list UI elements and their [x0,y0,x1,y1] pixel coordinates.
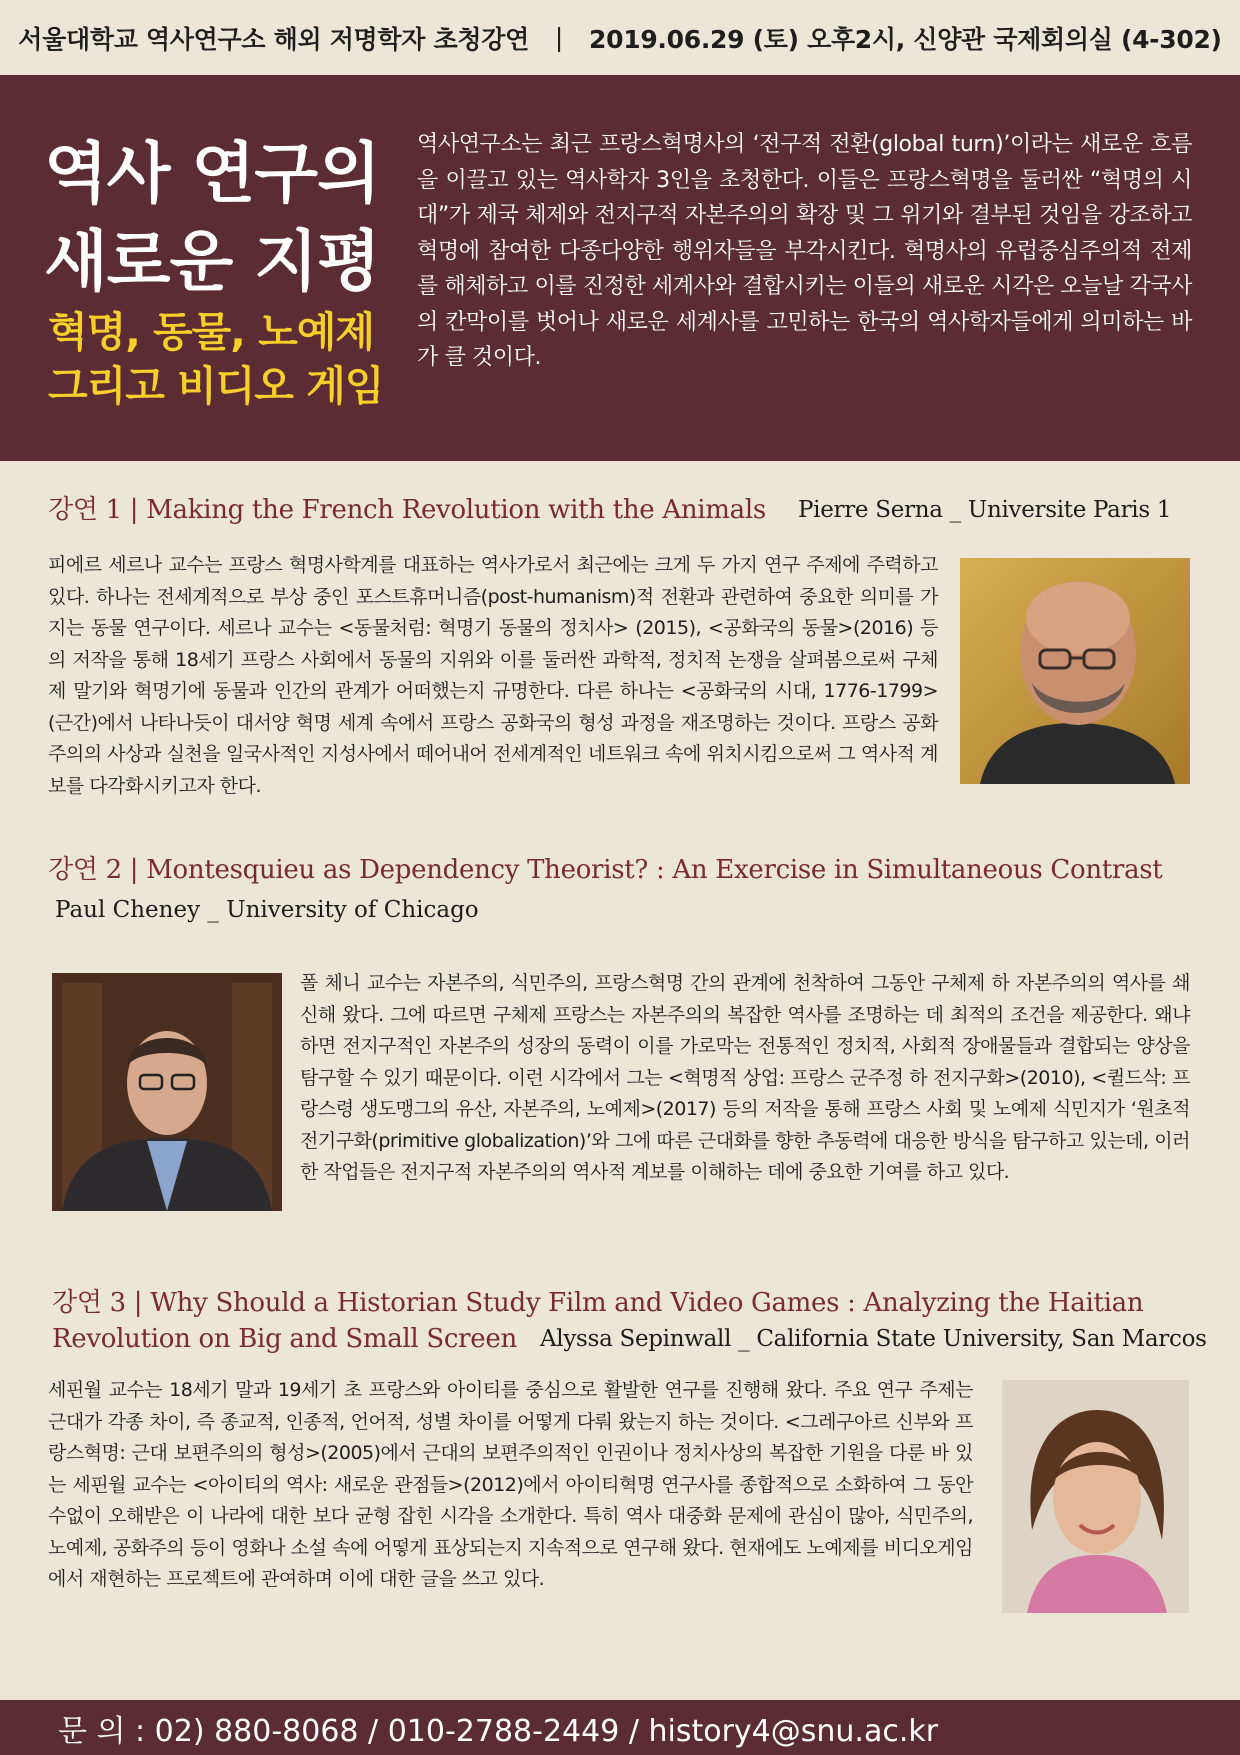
event-header-bar [0,0,1240,75]
title-line-2: 새로운 지평 [44,223,380,300]
talk-2-speaker: Paul Cheney _ University of Chicago [55,897,479,923]
portrait-man-glasses-icon [52,973,282,1211]
talk-1-speaker: Pierre Serna _ Universite Paris 1 [798,497,1172,523]
contact-info: 문 의 : 02) 880-8068 / 010-2788-2449 / history4@snu.ac.kr [58,1713,939,1749]
talk-3-speaker: Alyssa Sepinwall _ California State University, San Marcos [540,1326,1207,1352]
talk-2-title: 강연 2 | Montesquieu as Dependency Theorist? : An Exercise in Simultaneous Contrast [48,855,1163,885]
pierre-serna-photo [960,558,1190,784]
talk-3-title-line-1: 강연 3 | Why Should a Historian Study Film and Video Games : Analyzing the Haitian [52,1288,1144,1318]
talk-3-body: 세핀월 교수는 18세기 말과 19세기 초 프랑스와 아이티를 중심으로 활발한 연구를 진행해 왔다. 주요 연구 주제는 근대가 각종 차이, 즉 종교적, 인종적, 언어적, 성별 차이를 어떻게 다뤄 왔는지 하는 것이다. <그레구아르 신부와 프랑스혁명: 근대 보편주의의 형성>(2005)에서 근대의 보편주의적인 인권이나 정치사상의 복잡한 기원을 다룬 바 있는 세핀월 교수는 <아이티의 역사: 새로운 관점들>(2012)에서 아이티혁명 연구사를 종합적으로 소화하여 그 동안 수없이 오해받은 이 나라에 대한 보다 균형 잡힌 시각을 소개한다. 특히 역사 대중화 문제에 관심이 많아, 식민주의, 노예제, 공화주의 등이 영화나 소설 속에 어떻게 표상되는지 지속적으로 연구해 왔다. 현재에도 노예제를 비디오게임에서 재현하는 프로젝트에 관여하며 이에 대한 글을 쓰고 있다. [48,1379,973,1590]
talk-3-title-row-2 [52,1321,1212,1357]
subtitle-line-1: 혁명, 동물, 노예제 [48,308,374,356]
header-separator: | [554,23,564,52]
talk-1-title: 강연 1 | Making the French Revolution with the Animals [48,495,766,525]
talk-3-title-line-2: Revolution on Big and Small Screen [52,1324,517,1354]
contact-footer [0,1700,1240,1755]
portrait-woman-icon [1002,1380,1189,1613]
alyssa-sepinwall-photo [1002,1380,1189,1613]
talk-2-body: 폴 체니 교수는 자본주의, 식민주의, 프랑스혁명 간의 관계에 천착하여 그동안 구체제 하 자본주의의 역사를 쇄신해 왔다. 그에 따르면 구체제 프랑스는 자본주의의 복잡한 역사를 조명하는 데 최적의 조건을 제공한다. 왜냐하면 전지구적인 자본주의 성장의 동력이 이를 가로막는 전통적인 정치적, 사회적 장애물들과 결합되는 양상을 탐구할 수 있기 때문이다. 이런 시각에서 그는 <혁명적 상업: 프랑스 군주정 하 전지구화>(2010), <퀼드삭: 프랑스령 생도맹그의 유산, 자본주의, 노예제>(2017) 등의 저작을 통해 프랑스 사회 및 노예제 식민지가 ‘원초적 전기구화(primitive globalization)’와 그에 따른 근대화를 향한 추동력에 대응한 방식을 탐구하고 있는데, 이러한 작업들은 전지구적 자본주의의 역사적 계보를 이해하는 데에 중요한 기여를 하고 있다. [300,972,1190,1183]
title-line-1: 역사 연구의 [44,135,380,212]
subtitle-line-2: 그리고 비디오 게임 [48,362,384,410]
page-subtitle [48,305,408,413]
hero-description: 역사연구소는 최근 프랑스혁명사의 ‘전구적 전환(global turn)’이라는 새로운 흐름을 이끌고 있는 역사학자 3인을 초청한다. 이들은 프랑스혁명을 둘러싼 “혁명의 시대”가 제국 체제와 전지구적 자본주의의 확장 및 그 위기와 결부된 것임을 강조하고 혁명에 참여한 다종다양한 행위자들을 부각시킨다. 혁명사의 유럽중심주의적 전제를 해체하고 이를 진정한 세계사와 결합시키는 이들의 새로운 시각은 오늘날 각국사의 칸막이를 벗어나 새로운 세계사를 고민하는 한국의 역사학자들에게 의미하는 바가 클 것이다. [417,132,1192,370]
talk-1-heading-row [48,492,1208,528]
portrait-man-bald-icon [960,558,1190,784]
institute-line: 서울대학교 역사연구소 해외 저명학자 초청강연 [18,24,529,54]
paul-cheney-photo [52,973,282,1211]
talk-3-heading [52,1285,1212,1357]
event-info: 2019.06.29 (토) 오후2시, 신양관 국제회의실 (4-302) [589,24,1222,54]
page-title [44,130,404,306]
talk-1-body: 피에르 세르나 교수는 프랑스 혁명사학계를 대표하는 역사가로서 최근에는 크게 두 가지 연구 주제에 주력하고 있다. 하나는 전세계적으로 부상 중인 포스트휴머니즘(post-humanism)적 전환과 관련하여 중요한 의미를 가지는 동물 연구이다. 세르나 교수는 <동물처럼: 혁명기 동물의 정치사> (2015), <공화국의 동물>(2016) 등의 저작을 통해 18세기 프랑스 사회에서 동물의 지위와 이를 둘러싼 과학적, 정치적 논쟁을 살펴봄으로써 구체제 말기와 혁명기에 동물과 인간의 관계가 어떠했는지 규명한다. 다른 하나는 <공화국의 시대, 1776-1799>(근간)에서 나타나듯이 대서양 혁명 세계 속에서 프랑스 공화국의 형성 과정을 재조명하는 것이다. 프랑스 공화주의의 사상과 실천을 일국사적인 지성사에서 떼어내어 전세계적인 네트워크 속에 위치시킴으로써 그 역사적 계보를 다각화시키고자 한다. [48,554,938,797]
hero-banner [0,75,1240,461]
